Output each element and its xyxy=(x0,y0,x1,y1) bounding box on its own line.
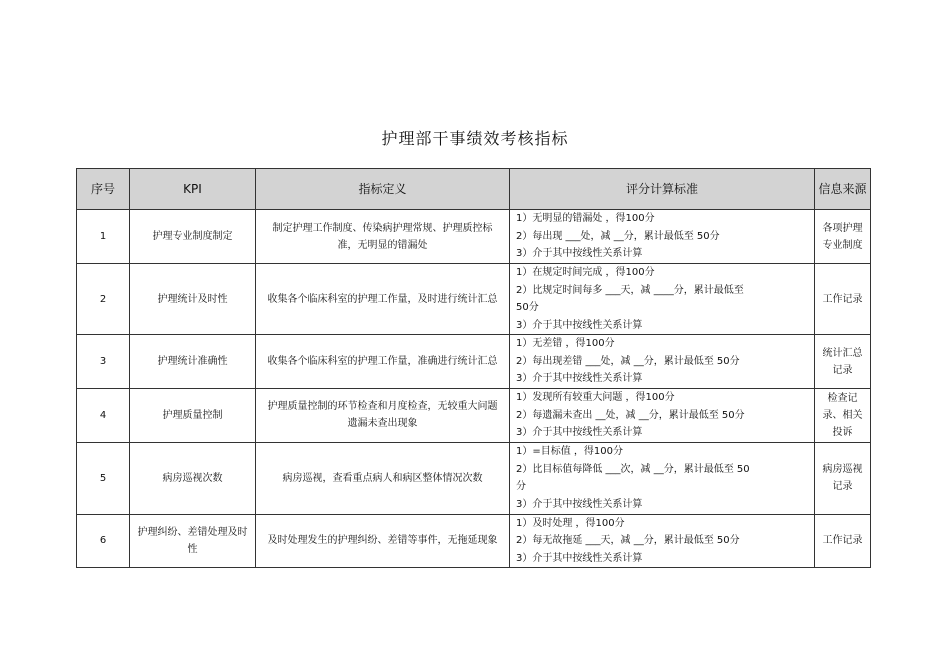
table-row xyxy=(77,210,871,264)
criteria-line: 3）介于其中按线性关系计算 xyxy=(516,248,643,260)
row-number: 3 xyxy=(77,335,130,389)
info-source: 工作记录 xyxy=(815,264,871,335)
criteria-line: 2）每出现 ___处，减 __分，累计最低至 50分 xyxy=(516,230,720,242)
table-row xyxy=(77,264,871,335)
criteria-line: 3）介于其中按线性关系计算 xyxy=(516,498,643,510)
criteria-line: 分 xyxy=(516,481,526,492)
scoring-criteria xyxy=(510,210,815,264)
scoring-criteria xyxy=(510,514,815,568)
criteria-line: 50分 xyxy=(516,302,539,313)
criteria-line: 2）比规定时间每多 ___天，减 ____分，累计最低至 xyxy=(516,284,744,296)
criteria-line: 2）每出现差错 ___处，减 __分，累计最低至 50分 xyxy=(516,355,740,367)
kpi-definition: 收集各个临床科室的护理工作量，准确进行统计汇总 xyxy=(256,335,510,389)
criteria-line: 3）介于其中按线性关系计算 xyxy=(516,373,643,385)
kpi-definition: 病房巡视，查看重点病人和病区整体情况次数 xyxy=(256,442,510,514)
info-source: 统计汇总记录 xyxy=(815,335,871,389)
row-number: 1 xyxy=(77,210,130,264)
kpi-name: 护理统计准确性 xyxy=(130,335,256,389)
header-kpi: KPI xyxy=(130,169,256,210)
row-number: 6 xyxy=(77,514,130,568)
info-source: 各项护理专业制度 xyxy=(815,210,871,264)
scoring-criteria xyxy=(510,335,815,389)
criteria-line: 1）在规定时间完成 ，得100分 xyxy=(516,267,655,278)
table-header-row xyxy=(77,169,871,210)
header-criteria: 评分计算标准 xyxy=(510,169,815,210)
criteria-line: 3）介于其中按线性关系计算 xyxy=(516,427,643,438)
scoring-criteria xyxy=(510,264,815,335)
kpi-name: 病房巡视次数 xyxy=(130,442,256,514)
row-number: 2 xyxy=(77,264,130,335)
table-row xyxy=(77,389,871,443)
info-source: 检查记录、相关投诉 xyxy=(815,389,871,443)
kpi-definition: 制定护理工作制度、传染病护理常规、护理质控标准，无明显的错漏处 xyxy=(256,210,510,264)
kpi-definition: 及时处理发生的护理纠纷、差错等事件，无拖延现象 xyxy=(256,514,510,568)
criteria-line: 3）介于其中按线性关系计算 xyxy=(516,552,643,564)
header-definition: 指标定义 xyxy=(256,169,510,210)
criteria-line: 1）及时处理 ，得100分 xyxy=(516,517,625,529)
kpi-name: 护理纠纷、差错处理及时性 xyxy=(130,514,256,568)
criteria-line: 1）无差错 ，得100分 xyxy=(516,338,615,350)
kpi-definition: 收集各个临床科室的护理工作量，及时进行统计汇总 xyxy=(256,264,510,335)
kpi-name: 护理专业制度制定 xyxy=(130,210,256,264)
kpi-name: 护理质量控制 xyxy=(130,389,256,443)
info-source: 工作记录 xyxy=(815,514,871,568)
kpi-table xyxy=(76,168,871,568)
document-title: 护理部干事绩效考核指标 xyxy=(381,129,569,148)
header-source: 信息来源 xyxy=(815,169,871,210)
criteria-line: 1）发现所有较重大问题 ，得100分 xyxy=(516,392,675,403)
scoring-criteria xyxy=(510,389,815,443)
row-number: 4 xyxy=(77,389,130,443)
criteria-line: 1）无明显的错漏处 ，得100分 xyxy=(516,213,655,225)
criteria-line: 2）每遗漏未查出 __处，减 __分，累计最低至 50分 xyxy=(516,409,745,421)
scoring-criteria xyxy=(510,442,815,514)
header-no: 序号 xyxy=(77,169,130,210)
row-number: 5 xyxy=(77,442,130,514)
kpi-name: 护理统计及时性 xyxy=(130,264,256,335)
kpi-definition: 护理质量控制的环节检查和月度检查，无较重大问题遗漏未查出现象 xyxy=(256,389,510,443)
criteria-line: 2）比目标值每降低 ___次，减 __分，累计最低至 50 xyxy=(516,463,750,475)
info-source: 病房巡视记录 xyxy=(815,442,871,514)
criteria-line: 1）=目标值 ，得100分 xyxy=(516,446,624,457)
table-row xyxy=(77,514,871,568)
criteria-line: 2）每无故拖延 ___天，减 __分，累计最低至 50分 xyxy=(516,535,740,546)
table-row xyxy=(77,442,871,514)
criteria-line: 3）介于其中按线性关系计算 xyxy=(516,319,643,331)
table-row xyxy=(77,335,871,389)
